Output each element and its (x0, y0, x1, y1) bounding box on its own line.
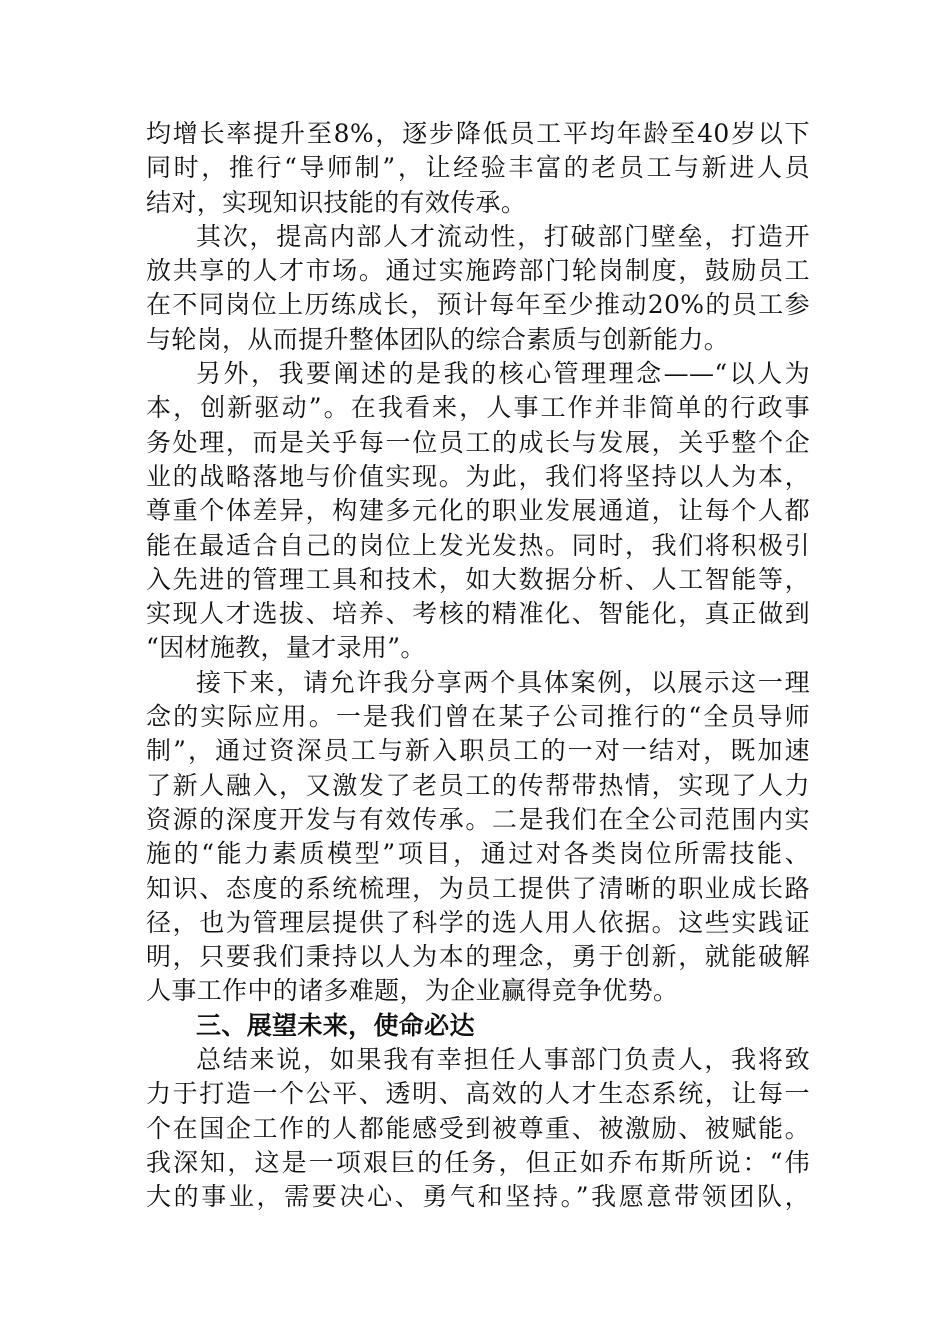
text-line: 制”，通过资深员工与新入职员工的一对一结对，既加速 (146, 736, 810, 766)
text-line: 总结来说，如果我有幸担任人事部门负责人，我将致 (196, 1045, 810, 1075)
text-line: 个在国企工作的人都能感受到被尊重、被激励、被赋能。 (146, 1113, 810, 1143)
text-line: 本，创新驱动”。在我看来，人事工作并非简单的行政事 (146, 393, 810, 423)
text-line: 业的战略落地与价值实现。为此，我们将坚持以人为本， (146, 461, 810, 491)
text-line: 其次，提高内部人才流动性，打破部门壁垒，打造开 (196, 221, 810, 251)
text-line: 力于打造一个公平、透明、高效的人才生态系统，让每一 (146, 1079, 810, 1109)
document-body (146, 117, 810, 1215)
text-line: 均增长率提升至8%，逐步降低员工平均年龄至40岁以下 (146, 119, 810, 148)
text-line: 径，也为管理层提供了科学的选人用人依据。这些实践证 (146, 907, 810, 937)
text-line: 务处理，而是关乎每一位员工的成长与发展，关乎整个企 (146, 427, 810, 457)
section-heading: 三、展望未来，使命必达 (196, 1010, 475, 1040)
text-line: 知识、态度的系统梳理，为员工提供了清晰的职业成长路 (146, 873, 810, 903)
text-line: 明，只要我们秉持以人为本的理念，勇于创新，就能破解 (146, 942, 810, 972)
text-line: 人事工作中的诸多难题，为企业赢得竞争优势。 (146, 976, 679, 1006)
text-line: 实现人才选拔、培养、考核的精准化、智能化，真正做到 (146, 599, 810, 629)
text-line: 另外，我要阐述的是我的核心管理理念——“以人为 (196, 359, 810, 389)
text-line: 了新人融入，又激发了老员工的传帮带热情，实现了人力 (146, 770, 810, 800)
text-line: 施的“能力素质模型”项目，通过对各类岗位所需技能、 (146, 839, 810, 869)
text-line: 放共享的人才市场。通过实施跨部门轮岗制度，鼓励员工 (146, 256, 810, 286)
text-line: 能在最适合自己的岗位上发光发热。同时，我们将积极引 (146, 530, 810, 560)
text-line: 入先进的管理工具和技术，如大数据分析、人工智能等， (146, 564, 810, 594)
text-line: 结对，实现知识技能的有效传承。 (146, 187, 527, 217)
text-line: 大的事业，需要决心、勇气和坚持。”我愿意带领团队， (146, 1182, 810, 1212)
text-line: 同时，推行“导师制”，让经验丰富的老员工与新进人员 (146, 153, 810, 183)
text-line: “因材施教，量才录用”。 (146, 633, 426, 663)
text-line: 接下来，请允许我分享两个具体案例，以展示这一理 (196, 667, 810, 697)
text-line: 与轮岗，从而提升整体团队的综合素质与创新能力。 (146, 324, 730, 354)
text-line: 资源的深度开发与有效传承。二是我们在全公司范围内实 (146, 804, 810, 834)
text-line: 我深知，这是一项艰巨的任务，但正如乔布斯所说：“伟 (146, 1147, 810, 1177)
text-line: 尊重个体差异，构建多元化的职业发展通道，让每个人都 (146, 496, 810, 526)
text-line: 在不同岗位上历练成长，预计每年至少推动20%的员工参 (146, 290, 810, 320)
text-line: 念的实际应用。一是我们曾在某子公司推行的“全员导师 (146, 702, 810, 732)
